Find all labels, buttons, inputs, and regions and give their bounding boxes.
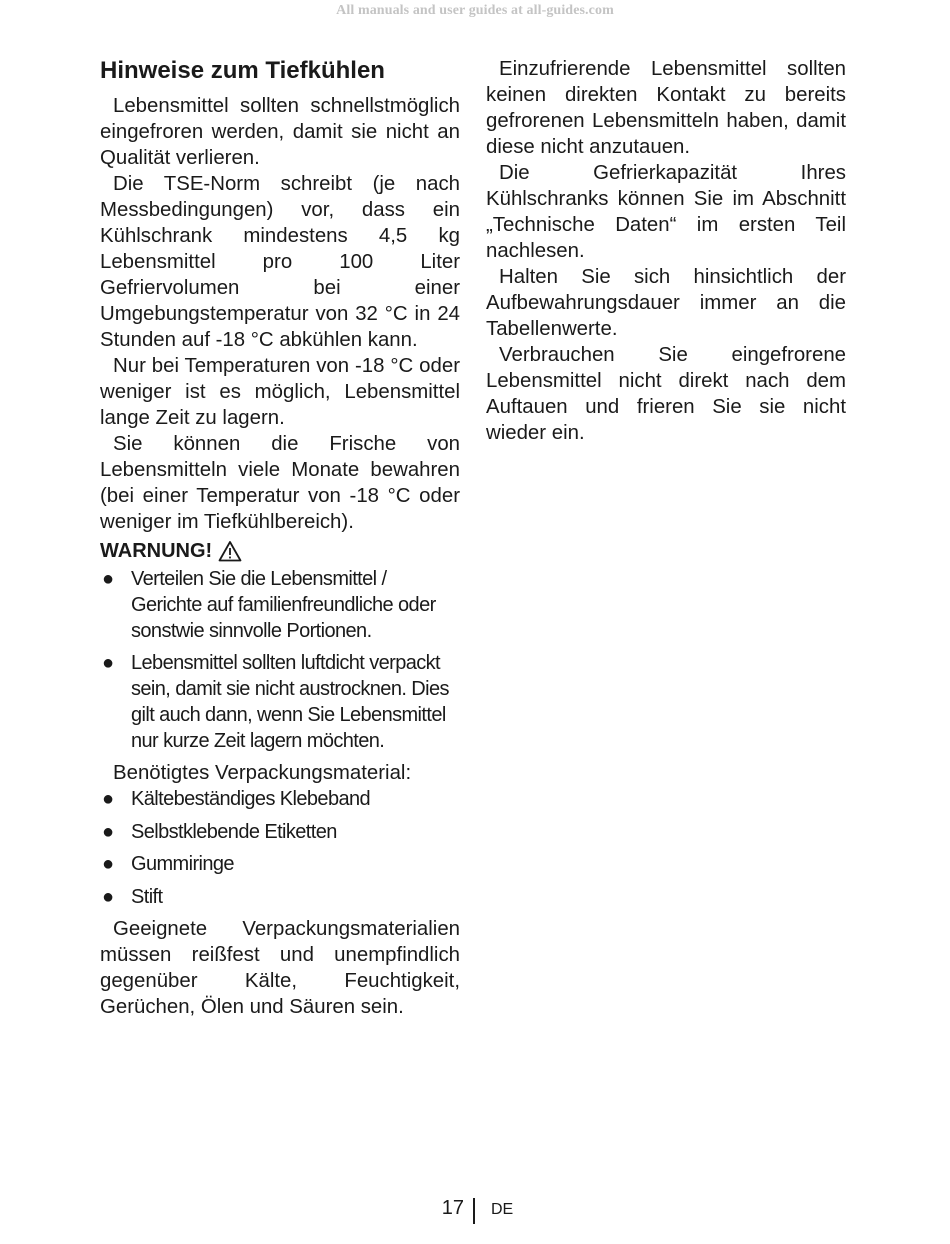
materials-title: Benötigtes Verpackungsmaterial: [113, 762, 412, 784]
left-column [100, 56, 460, 1020]
page-footer [0, 1196, 950, 1224]
paragraph: Einzufrierende Lebensmittel sollten keinen direkten Kontakt zu bereits gefrorenen Lebensmitteln haben, damit diese nicht anzutauen. [486, 58, 846, 158]
section-heading: Hinweise zum Tiefkühlen [100, 57, 385, 84]
right-column [486, 56, 846, 446]
warning-triangle-icon [218, 540, 242, 562]
list-item [100, 786, 460, 812]
list-item [100, 566, 460, 644]
bullet: ● [102, 568, 114, 590]
materials-list [100, 786, 460, 910]
list-item [100, 851, 460, 877]
list-item-text: Gummiringe [131, 853, 234, 875]
paragraph: Verbrauchen Sie eingefrorene Lebensmittel nicht direkt nach dem Auftauen und frieren Sie sie nicht wieder ein. [486, 344, 846, 444]
language-code: DE [491, 1201, 514, 1218]
list-item [100, 884, 460, 910]
list-item-text: Lebensmittel sollten luftdicht verpackt sein, damit sie nicht austrocknen. Dies gilt auch dann, wenn Sie Lebensmittel nur kurze Zeit lagern möchten. [131, 652, 449, 752]
page-number: 17 [441, 1197, 464, 1219]
paragraph: Die TSE-Norm schreibt (je nach Messbedingungen) vor, dass ein Kühlschrank mindestens 4,5 kg Lebensmittel pro 100 Liter Gefriervolumen bei einer Umgebungstemperatur von 32 °C in 24 Stunden auf -18 °C abkühlen kann. [100, 173, 460, 351]
warning-list [100, 566, 460, 754]
paragraph: Nur bei Temperaturen von -18 °C oder weniger ist es möglich, Lebensmittel lange Zeit zu lagern. [100, 355, 460, 429]
list-item-text: Verteilen Sie die Lebensmittel / Gerichte auf familienfreundliche oder sonstwie sinnvolle Portionen. [131, 568, 436, 642]
list-item-text: Stift [131, 885, 163, 908]
bullet: ● [102, 820, 114, 843]
paragraph: Lebensmittel sollten schnellstmöglich eingefroren werden, damit sie nicht an Qualität verlieren. [100, 95, 460, 169]
watermark: All manuals and user guides at all-guides.com [336, 3, 614, 18]
bullet: ● [102, 885, 114, 908]
list-item [100, 819, 460, 845]
paragraph: Die Gefrierkapazität Ihres Kühlschranks können Sie im Abschnitt „Technische Daten“ im ersten Teil nachlesen. [486, 162, 846, 262]
footer-divider [473, 1198, 475, 1224]
warning-heading [100, 538, 460, 564]
bullet: ● [102, 788, 114, 810]
paragraph: Sie können die Frische von Lebensmitteln viele Monate bewahren (bei einer Temperatur von -18 °C oder weniger im Tiefkühlbereich). [100, 433, 460, 533]
list-item [100, 650, 460, 754]
list-item-text: Selbstklebende Etiketten [131, 820, 337, 843]
paragraph: Geeignete Verpackungsmaterialien müssen reißfest und unempfindlich gegenüber Kälte, Feuchtigkeit, Gerüchen, Ölen und Säuren sein. [100, 918, 460, 1018]
list-item-text: Kältebeständiges Klebeband [131, 788, 371, 810]
warning-label: WARNUNG! [100, 540, 213, 562]
bullet: ● [102, 652, 114, 674]
bullet: ● [102, 853, 114, 875]
paragraph: Halten Sie sich hinsichtlich der Aufbewahrungsdauer immer an die Tabellenwerte. [486, 266, 846, 340]
